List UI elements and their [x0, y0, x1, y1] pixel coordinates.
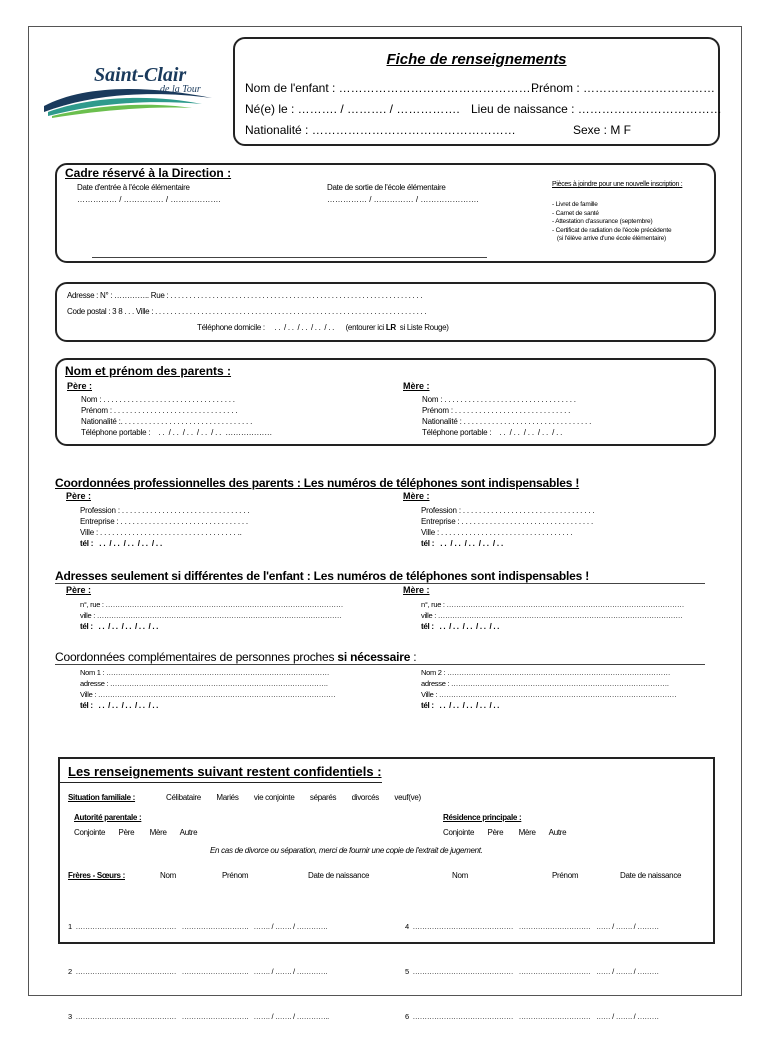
father-city-field[interactable]: ville : ………………………………………………………………………………………… — [80, 611, 342, 620]
confidential-title: Les renseignements suivant restent confidentiels : — [68, 764, 382, 779]
authority-label: Autorité parentale : — [74, 813, 142, 822]
siblings-col-date-2: Date de naissance — [620, 871, 682, 880]
sibling-row[interactable]: 6 …………………………………… ………………………… …… / ……. / ……… — [405, 1012, 659, 1021]
sibling-row[interactable]: 5 …………………………………… ………………………… …… / ……. / ……… — [405, 967, 659, 976]
situation-label: Situation familiale : — [68, 793, 136, 802]
exit-date-field[interactable]: …………… / …………… / …………………. — [327, 195, 479, 204]
confidential-box — [58, 757, 715, 1021]
home-phone-label: Téléphone domicile : . . / . . / . . / . . / . . (entourer ici — [197, 323, 386, 332]
parents-box — [55, 358, 716, 446]
mother-city-field[interactable]: ville : ………………………………………………………………………………………… — [421, 611, 683, 620]
siblings-label: Frères - Sœurs : — [68, 871, 125, 880]
siblings-col-nom-2: Nom — [452, 871, 468, 880]
direction-title: Cadre réservé à la Direction : — [65, 166, 232, 180]
entry-date-field[interactable]: …………… / …………… / ………………. — [77, 195, 221, 204]
piece-item: - Livret de famille — [552, 201, 598, 208]
sibling-row[interactable]: 1 …………………………………… ………………………. ……. / ……. / …………. — [68, 922, 328, 931]
addr2-mother-fields — [421, 599, 697, 632]
addr2-father-label: Père : — [66, 585, 92, 595]
contact2-address-field[interactable]: adresse : ………………………………………………………………………………. — [421, 679, 669, 688]
header-box — [233, 37, 720, 146]
exit-date-label: Date de sortie de l'école élémentaire — [327, 183, 446, 192]
signature-line — [92, 257, 487, 258]
address-city-field[interactable]: Code postal : 3 8 . . . Ville : . . . . . . . . . . . . . . . . . . . . . . . . . . . . . . . . . . . . . . . . . . . . . . . . . . . . . . . . . . . . . . . . . . . . . . . — [67, 307, 427, 316]
situation-options[interactable]: Célibataire Mariés vie conjointe séparés divorcés veuf(ve) — [166, 793, 421, 802]
siblings-col-date: Date de naissance — [308, 871, 370, 880]
siblings-left — [68, 889, 329, 1054]
mother-mobile-field[interactable]: Téléphone portable : . . / . . / . . / . . / . . — [422, 428, 563, 437]
home-phone-field[interactable] — [197, 323, 449, 332]
birthdate-field[interactable]: Né(e) le : ………. / ………. / ……………. — [245, 102, 460, 116]
authority-options[interactable]: Conjointe Père Mère Autre — [74, 828, 198, 837]
pro-father-fields — [80, 505, 249, 549]
father-workcity-field[interactable]: Ville : . . . . . . . . . . . . . . . . . . . . . . . . . . . . . . . . . . .. — [80, 528, 242, 537]
mother-profession-field[interactable]: Profession : . . . . . . . . . . . . . . . . . . . . . . . . . . . . . . . . . — [421, 506, 595, 515]
contact2-tel-field[interactable]: tél : . . / . . / . . / . . / . . — [421, 701, 500, 710]
addr2-underline — [55, 583, 705, 584]
sibling-row[interactable]: 2 …………………………………… ………………………. ……. / ……. / …………. — [68, 967, 328, 976]
birthplace-field[interactable]: Lieu de naissance : ……………………………… — [471, 102, 722, 116]
siblings-col-prenom-2: Prénom — [552, 871, 579, 880]
pro-mother-fields — [421, 505, 594, 549]
confidential-title-rule — [60, 782, 382, 783]
contact2-city-field[interactable]: Ville : ……………………………………………………………………………………… — [421, 690, 677, 699]
father-company-field[interactable]: Entreprise : . . . . . . . . . . . . . . . . . . . . . . . . . . . . . . . . — [80, 517, 248, 526]
pieces-title: Pièces à joindre pour une nouvelle inscription : — [552, 181, 683, 188]
siblings-right — [405, 889, 659, 1054]
proches-left-fields — [80, 667, 350, 711]
father-name-field[interactable]: Nom : . . . . . . . . . . . . . . . . . . . . . . . . . . . . . . . . . — [81, 395, 235, 404]
logo-sub: de la Tour — [160, 84, 201, 95]
father-street-field[interactable]: n°, rue : ……………………………………………………………………………………… — [80, 600, 344, 609]
address-street-field[interactable]: Adresse : N° : ………….. Rue : . . . . . . . . . . . . . . . . . . . . . . . . . . . . . . . . . . . . . . . . . . . . . . . . . . . . . . . . . . . . . . . . . . — [67, 291, 423, 300]
sibling-row[interactable]: 4 …………………………………… ………………………… …… / ……. / ……… — [405, 922, 659, 931]
mother-nationality-field[interactable]: Nationalité : . . . . . . . . . . . . . . . . . . . . . . . . . . . . . . . . — [422, 417, 592, 426]
siblings-col-nom: Nom — [160, 871, 176, 880]
piece-item: - Certificat de radiation de l'école précédente — [552, 226, 672, 234]
mother-tel-field[interactable]: tél : . . / . . / . . / . . / . . — [421, 622, 500, 631]
mother-worktel-field[interactable]: tél : . . / . . / . . / . . / . . — [421, 539, 503, 548]
form-title: Fiche de renseignements — [386, 51, 567, 68]
piece-item: - Carnet de santé — [552, 209, 599, 217]
proches-title-b: si nécessaire — [337, 650, 411, 664]
piece-item: - Attestation d'assurance (septembre) — [552, 218, 653, 225]
pieces-list — [552, 201, 671, 244]
child-name-field[interactable]: Nom de l'enfant : …………………………………………… — [245, 81, 543, 95]
addr2-father-fields — [80, 599, 350, 632]
mother-workcity-field[interactable]: Ville : . . . . . . . . . . . . . . . . . . . . . . . . . . . . . . . . . — [421, 528, 573, 537]
father-mobile-field[interactable]: Téléphone portable : . . / . . / . . / . . / . . ……………… — [81, 428, 273, 437]
father-firstname-field[interactable]: Prénom : . . . . . . . . . . . . . . . . . . . . . . . . . . . . . . . — [81, 406, 238, 415]
divorce-note: En cas de divorce ou séparation, merci de fournir une copie de l'extrait de jugement. — [210, 846, 483, 855]
contact1-address-field[interactable]: adresse : ………………………………………………………………………………. — [80, 679, 328, 688]
proches-section-title — [55, 650, 416, 664]
proches-title-a: Coordonnées complémentaires de personnes proches — [55, 650, 338, 664]
pro-father-label: Père : — [66, 491, 92, 501]
mother-firstname-field[interactable]: Prénom : . . . . . . . . . . . . . . . . . . . . . . . . . . . . . — [422, 406, 571, 415]
red-list-note: si Liste Rouge) — [395, 323, 449, 332]
child-firstname-field[interactable]: Prénom : …………………………… — [531, 81, 716, 95]
proches-underline — [55, 664, 705, 665]
father-profession-field[interactable]: Profession : . . . . . . . . . . . . . . . . . . . . . . . . . . . . . . . . — [80, 506, 250, 515]
contact1-city-field[interactable]: Ville : ……………………………………………………………………………………… — [80, 690, 336, 699]
residence-options[interactable]: Conjointe Père Mère Autre — [443, 828, 567, 837]
proches-right-fields — [421, 667, 697, 711]
addr2-mother-label: Mère : — [403, 585, 430, 595]
direction-box — [55, 163, 716, 263]
father-tel-field[interactable]: tél : . . / . . / . . / . . / . . — [80, 622, 159, 631]
father-fields — [81, 394, 272, 438]
contact1-name-field[interactable]: Nom 1 : ………………………………………………………………………………… — [80, 668, 330, 677]
contact1-tel-field[interactable]: tél : . . / . . / . . / . . / . . — [80, 701, 159, 710]
red-list-marker[interactable]: LR — [385, 323, 396, 332]
mother-fields — [422, 394, 591, 438]
residence-label: Résidence principale : — [443, 813, 522, 822]
proches-title-c: : — [410, 650, 417, 664]
nationality-field[interactable]: Nationalité : …………………………………………… — [245, 123, 516, 137]
piece-item: (si l'élève arrive d'une école élémentaire) — [552, 235, 666, 242]
mother-company-field[interactable]: Entreprise : . . . . . . . . . . . . . . . . . . . . . . . . . . . . . . . . . — [421, 517, 594, 526]
parents-title: Nom et prénom des parents : — [65, 364, 232, 378]
pro-section-title: Coordonnées professionnelles des parents : Les numéros de téléphones sont indispensables ! — [55, 476, 580, 490]
father-label: Père : — [67, 381, 93, 391]
father-worktel-field[interactable]: tél : . . / . . / . . / . . / . . — [80, 539, 162, 548]
mother-label: Mère : — [403, 381, 430, 391]
contact2-name-field[interactable]: Nom 2 : ………………………………………………………………………………… — [421, 668, 671, 677]
father-nationality-field[interactable]: Nationalité :. . . . . . . . . . . . . . . . . . . . . . . . . . . . . . . . . — [81, 417, 253, 426]
entry-date-label: Date d'entrée à l'école élémentaire — [77, 183, 190, 192]
addr2-section-title: Adresses seulement si différentes de l'enfant : Les numéros de téléphones sont indispensables ! — [55, 569, 590, 583]
pro-mother-label: Mère : — [403, 491, 430, 501]
logo-name: Saint-Clair — [94, 64, 187, 86]
school-logo — [42, 60, 222, 120]
sibling-row[interactable]: 3 …………………………………… ………………………. ……. / ……. / ………….. — [68, 1012, 329, 1021]
mother-street-field[interactable]: n°, rue : ……………………………………………………………………………………… — [421, 600, 685, 609]
sex-field[interactable]: Sexe : M F — [573, 123, 632, 137]
mother-name-field[interactable]: Nom : . . . . . . . . . . . . . . . . . . . . . . . . . . . . . . . . . — [422, 395, 576, 404]
address-box — [55, 282, 716, 342]
siblings-col-prenom: Prénom — [222, 871, 249, 880]
